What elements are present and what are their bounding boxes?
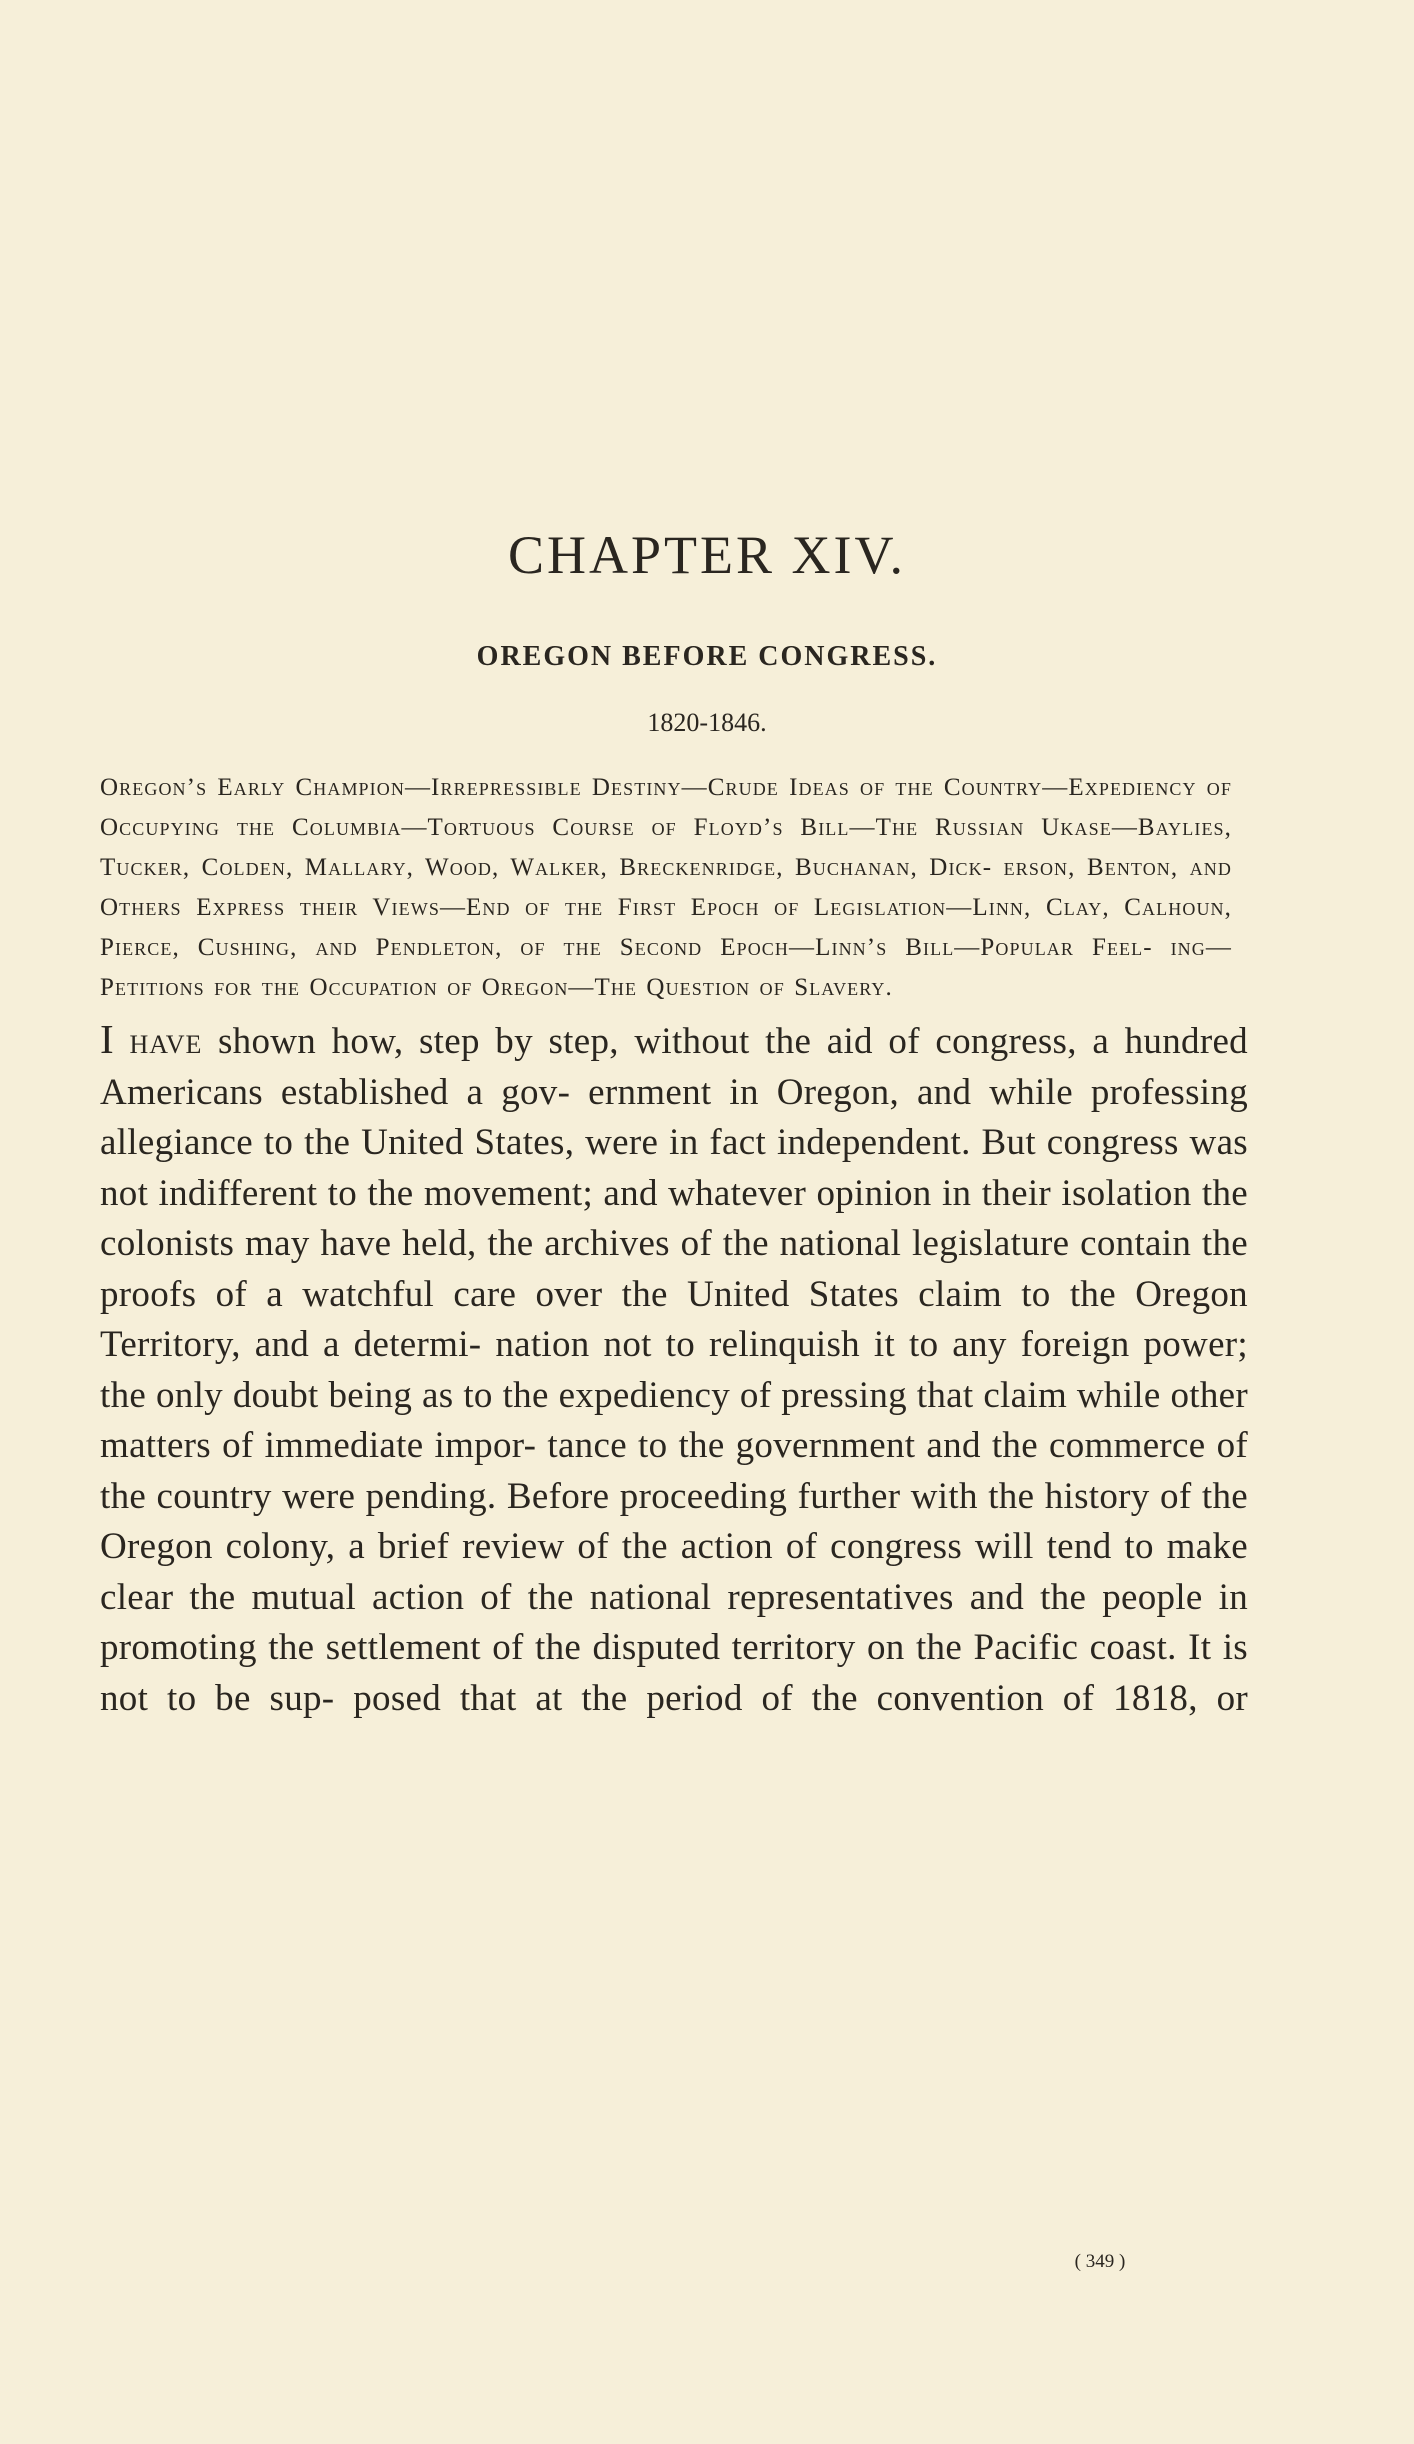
opening-smallcaps: have bbox=[129, 1021, 203, 1062]
page-number: ( 349 ) bbox=[1074, 2251, 1126, 2272]
chapter-subtitle: OREGON BEFORE CONGRESS. bbox=[476, 641, 938, 672]
body-text: shown how, step by step, without the aid of congress, a hundred Americans established a gov- ernment in Oregon, and while professing allegiance to the United States, were in fact independent. But congress was not indifferent to the movement; and whatever opinion in their isolation the colonists may have held, the archives of the national legislature contain the proofs of a watchful care over the United States claim to the Oregon Territory, and a determi- nation not to relinquish it to any foreign power; the only doubt being as to the expediency of pressing that claim while other matters of immediate impor- tance to the government and the commerce of the country were pending. Before proceeding further with the history of the Oregon colony, a brief review of the action of congress will tend to make clear the mutual action of the national representatives and the people in promoting the settlement of the disputed territory on the Pacific coast. It is not to be sup- posed that at the period of the convention of 1818, or bbox=[100, 1021, 1248, 1719]
body-paragraph bbox=[100, 1014, 1248, 1724]
chapter-synopsis: Oregon’s Early Champion—Irrepressible Destiny—Crude Ideas of the Country—Expediency of Occupying the Columbia—Tortuous Course of Floyd’s Bill—The Russian Ukase—Baylies, Tucker, Colden, Mallary, Wood, Walker, Breckenridge, Buchanan, Dick- erson, Benton, and Others Express their Views—End of the First Epoch of Legislation—Linn, Clay, Calhoun, Pierce, Cushing, and Pendleton, of the Second Epoch—Linn’s Bill—Popular Feel- ing—Petitions for the Occupation of Oregon—The Question of Slavery. bbox=[100, 774, 1232, 1001]
opening-word: I bbox=[100, 1016, 114, 1062]
chapter-dates: 1820-1846. bbox=[647, 708, 767, 737]
chapter-title: CHAPTER XIV. bbox=[507, 525, 907, 585]
